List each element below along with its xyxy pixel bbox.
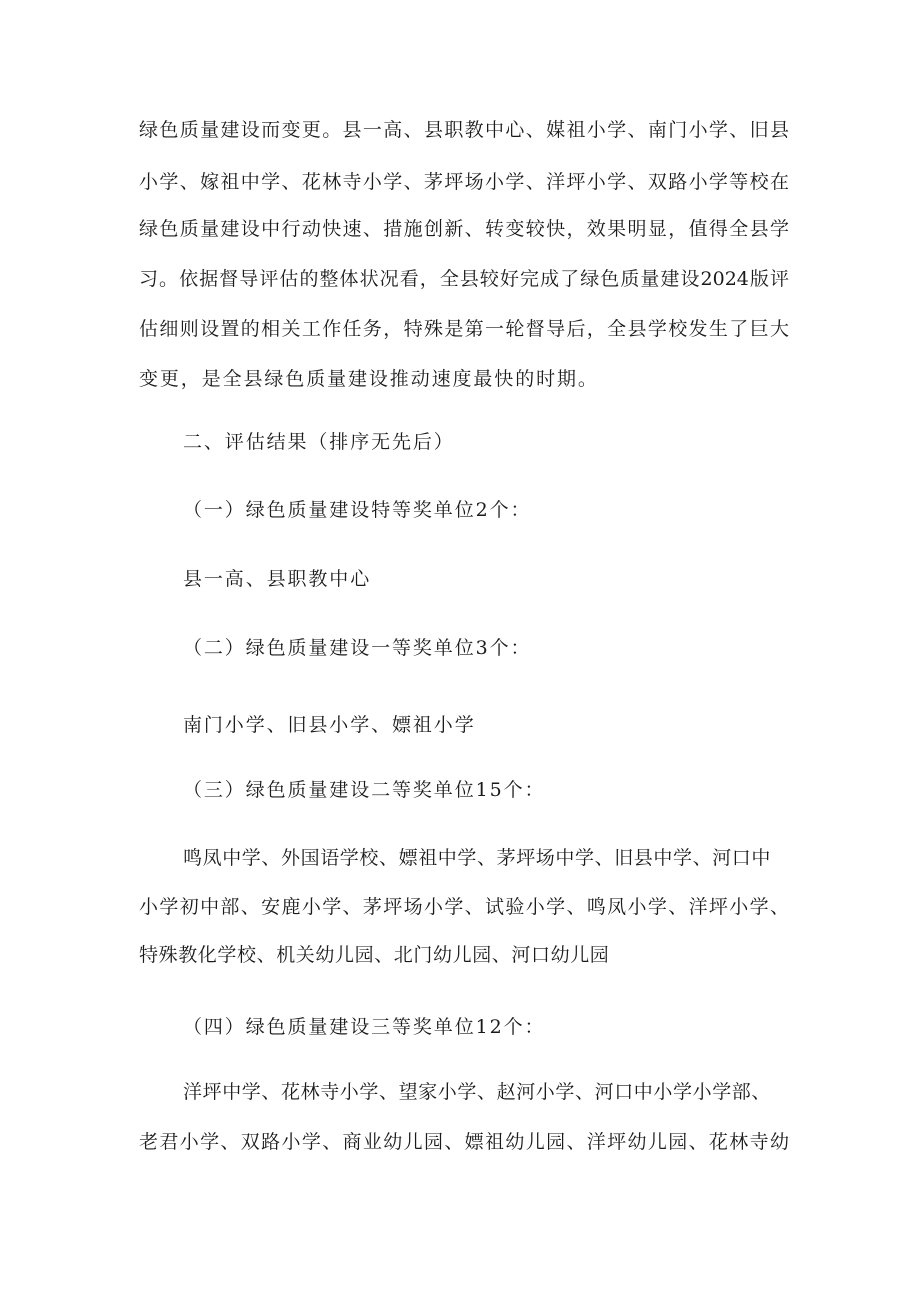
- intro-line-2: 小学、嫁祖中学、花林寺小学、茅坪场小学、洋坪小学、双路小学等校在: [139, 171, 789, 193]
- intro-line-3: 绿色质量建设中行动快速、措施创新、转变较快，效果明显，值得全县学: [139, 218, 789, 240]
- award-special-heading: （一）绿色质量建设特等奖单位2个：: [183, 499, 532, 521]
- award-third-line-1: 洋坪中学、花林寺小学、望家小学、赵河小学、河口中小学小学部、: [183, 1081, 772, 1103]
- award-second-line-3: 特殊教化学校、机关幼儿园、北门幼儿园、河口幼儿园: [139, 944, 610, 966]
- section-heading-results: 二、评估结果（排序无先后）: [183, 431, 455, 453]
- intro-line-5: 估细则设置的相关工作任务，特殊是第一轮督导后，全县学校发生了巨大: [139, 318, 789, 340]
- intro-line-1: 绿色质量建设而变更。县一高、县职教中心、媒祖小学、南门小学、旧县: [139, 119, 789, 141]
- award-second-line-2: 小学初中部、安鹿小学、茅坪场小学、试验小学、鸣凤小学、洋坪小学、: [139, 896, 789, 918]
- award-second-line-1: 鸣凤中学、外国语学校、嫖祖中学、茅坪场中学、旧县中学、河口中: [183, 847, 772, 869]
- intro-line-4: 习。依据督导评估的整体状况看，全县较好完成了绿色质量建设2024版评: [139, 268, 789, 290]
- award-third-line-2: 老君小学、双路小学、商业幼儿园、嫖祖幼儿园、洋坪幼儿园、花林寺幼: [139, 1131, 789, 1153]
- award-third-heading: （四）绿色质量建设三等奖单位12个：: [183, 1016, 546, 1038]
- award-special-units: 县一高、县职教中心: [183, 568, 372, 590]
- award-first-units: 南门小学、旧县小学、嫖祖小学: [183, 714, 476, 736]
- intro-line-6: 变更，是全县绿色质量建设推动速度最快的时期。: [139, 368, 599, 390]
- award-first-heading: （二）绿色质量建设一等奖单位3个：: [183, 637, 532, 659]
- award-second-heading: （三）绿色质量建设二等奖单位15个：: [183, 779, 546, 801]
